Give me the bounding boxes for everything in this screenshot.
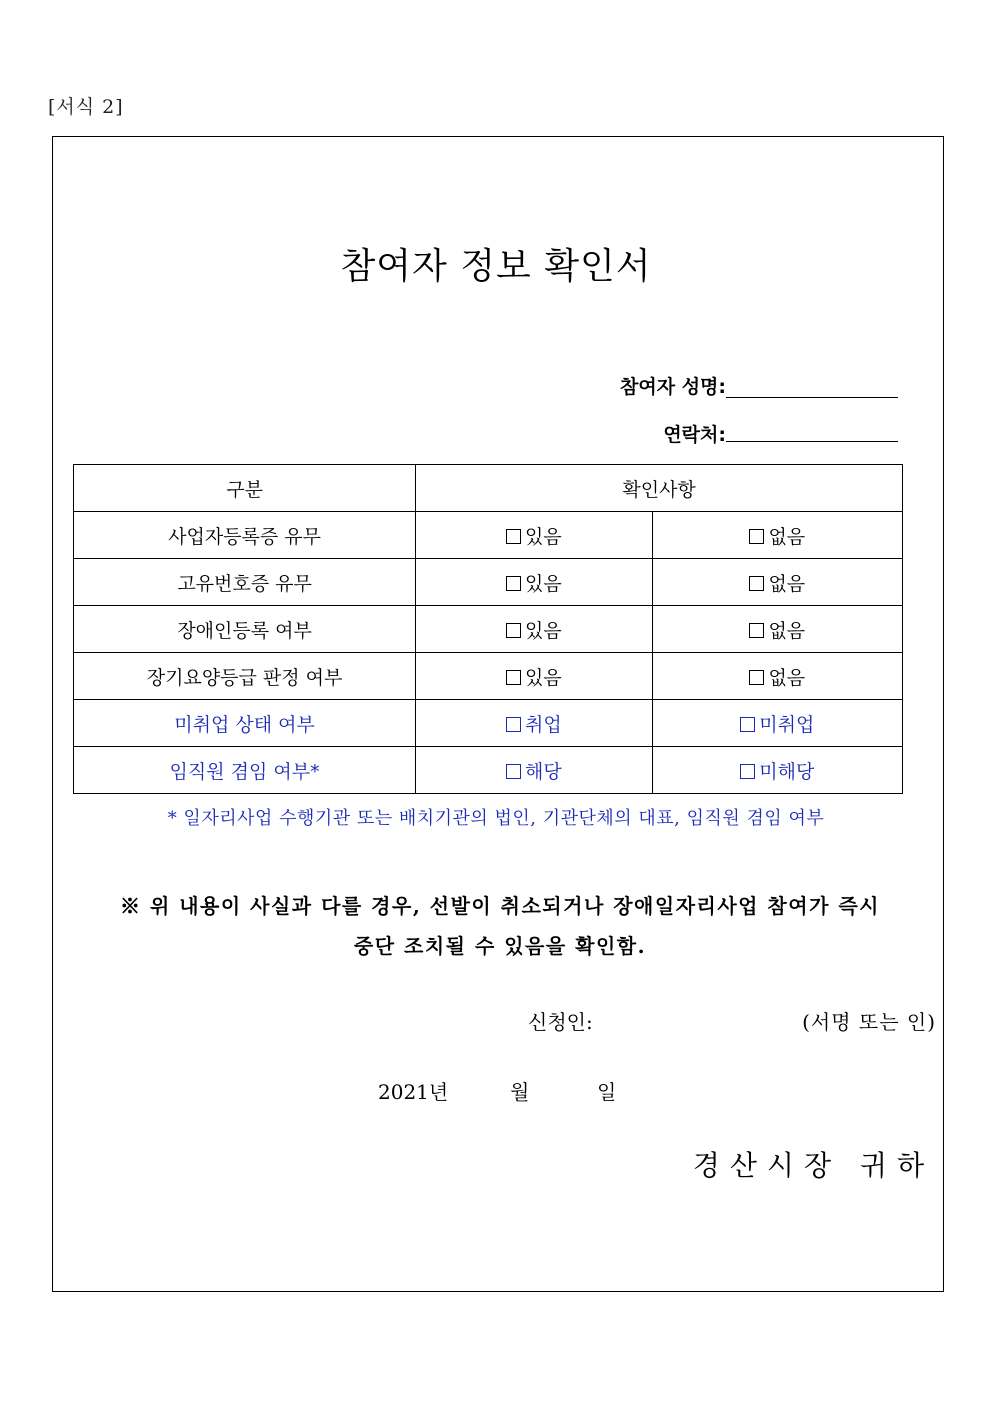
signature-note: (서명 또는 인): [802, 1010, 936, 1034]
table-row: [74, 606, 903, 653]
contact-field-line[interactable]: [726, 441, 898, 442]
checkbox-icon[interactable]: [740, 764, 755, 779]
checkbox-icon[interactable]: [506, 623, 521, 638]
name-field-line[interactable]: [726, 397, 898, 398]
footnote: * 일자리사업 수행기관 또는 배치기관의 법인, 기관단체의 대표, 임직원 겸임 여부: [167, 808, 825, 829]
option-cell[interactable]: [652, 747, 902, 794]
date-day: 일: [597, 1080, 617, 1104]
option-label: 없음: [768, 572, 806, 595]
option-cell[interactable]: [416, 747, 652, 794]
checkbox-icon[interactable]: [506, 717, 521, 732]
checkbox-icon[interactable]: [749, 529, 764, 544]
name-field-label: 참여자 성명:: [620, 376, 726, 398]
contact-field-label: 연락처:: [663, 424, 726, 446]
checkbox-icon[interactable]: [749, 576, 764, 591]
info-table: [73, 464, 903, 794]
option-cell[interactable]: [416, 606, 652, 653]
notice-line-1: ※ 위 내용이 사실과 다를 경우, 선발이 취소되거나 장애일자리사업 참여가 즉시: [119, 894, 880, 918]
checkbox-icon[interactable]: [740, 717, 755, 732]
option-cell[interactable]: [652, 700, 902, 747]
row-label: 장애인등록 여부: [74, 606, 416, 653]
row-label: 임직원 겸임 여부*: [74, 747, 416, 794]
checkbox-icon[interactable]: [749, 623, 764, 638]
table-header-row: [74, 465, 903, 512]
option-label: 있음: [525, 525, 562, 548]
option-label: 미해당: [759, 760, 815, 783]
table-row: [74, 653, 903, 700]
addressee: 경산시장 귀하: [692, 1149, 934, 1182]
checkbox-icon[interactable]: [506, 670, 521, 685]
table-row: [74, 559, 903, 606]
row-label: 고유번호증 유무: [74, 559, 416, 606]
notice-line-2: 중단 조치될 수 있음을 확인함.: [353, 934, 647, 958]
option-label: 취업: [525, 713, 562, 736]
option-label: 해당: [525, 760, 562, 783]
table-row: [74, 512, 903, 559]
header-confirmation: 확인사항: [416, 465, 903, 512]
page-title: 참여자 정보 확인서: [340, 246, 652, 287]
option-cell[interactable]: [652, 512, 902, 559]
checkbox-icon[interactable]: [506, 576, 521, 591]
option-label: 없음: [768, 619, 806, 642]
date-year: 2021년: [378, 1080, 449, 1104]
option-cell[interactable]: [652, 606, 902, 653]
option-label: 있음: [525, 619, 562, 642]
option-cell[interactable]: [652, 559, 902, 606]
option-label: 있음: [525, 666, 562, 689]
option-label: 미취업: [759, 713, 815, 736]
header-category: 구분: [74, 465, 416, 512]
form-label: [서식 2]: [48, 96, 124, 118]
option-cell[interactable]: [652, 653, 902, 700]
option-cell[interactable]: [416, 653, 652, 700]
option-cell[interactable]: [416, 700, 652, 747]
option-cell[interactable]: [416, 559, 652, 606]
date-month: 월: [510, 1080, 530, 1104]
option-label: 없음: [768, 666, 806, 689]
row-label: 사업자등록증 유무: [74, 512, 416, 559]
table-row: [74, 700, 903, 747]
row-label: 장기요양등급 판정 여부: [74, 653, 416, 700]
row-label: 미취업 상태 여부: [74, 700, 416, 747]
checkbox-icon[interactable]: [506, 529, 521, 544]
table-row: [74, 747, 903, 794]
option-label: 없음: [768, 525, 806, 548]
checkbox-icon[interactable]: [749, 670, 764, 685]
option-label: 있음: [525, 572, 562, 595]
checkbox-icon[interactable]: [506, 764, 521, 779]
applicant-label: 신청인:: [528, 1010, 593, 1034]
notice: [60, 886, 940, 966]
option-cell[interactable]: [416, 512, 652, 559]
